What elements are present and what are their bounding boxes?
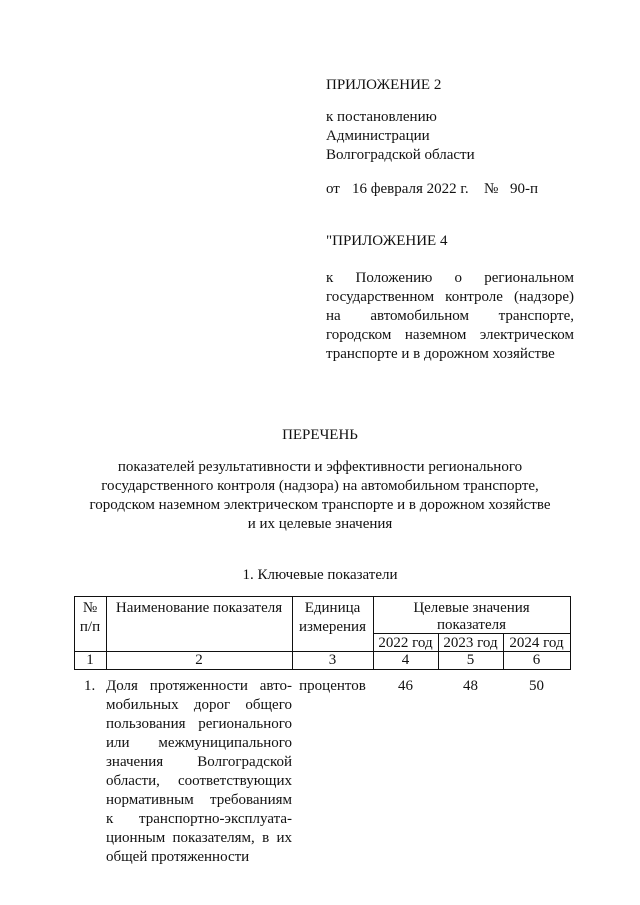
region-name: Волгоградской области bbox=[326, 147, 475, 163]
indicator-name-line: к транспортно-эксплуата- bbox=[106, 811, 292, 827]
indicator-name-line: Доля протяженности авто- bbox=[106, 678, 292, 694]
number-sign: № bbox=[484, 181, 499, 197]
header-name: Наименование показателя bbox=[115, 600, 283, 616]
section-title: 1. Ключевые показатели bbox=[242, 567, 398, 583]
indicator-name-line: ционным показателям, в их bbox=[106, 830, 292, 846]
subtitle-line: и их целевые значения bbox=[247, 516, 393, 532]
indicator-name bbox=[106, 677, 292, 867]
to-resolution: к постановлению bbox=[326, 109, 437, 125]
appendix4-line: транспорте и в дорожном хозяйстве bbox=[326, 346, 555, 362]
header-year-2022: 2022 год bbox=[378, 635, 433, 651]
header-num-line2: п/п bbox=[79, 619, 101, 635]
value-2024: 50 bbox=[529, 678, 544, 694]
appendix4-line: городском наземном электрическом bbox=[326, 327, 574, 343]
column-number: 1 bbox=[86, 652, 94, 668]
indicator-name-line: мобильных дорог общего bbox=[106, 697, 292, 713]
indicator-name-line: нормативным требованиям bbox=[106, 792, 292, 808]
subtitle-line: государственного контроля (надзора) на автомобильном транспорте, bbox=[101, 478, 539, 494]
column-number: 4 bbox=[401, 652, 410, 668]
appendix4-line: на автомобильном транспорте, bbox=[326, 308, 574, 324]
row-number: 1. bbox=[84, 678, 96, 694]
header-unit-line1: Единица bbox=[304, 600, 361, 616]
value-2023: 48 bbox=[463, 678, 478, 694]
appendix4-title: "ПРИЛОЖЕНИЕ 4 bbox=[326, 233, 448, 249]
resolution-number: 90-п bbox=[510, 181, 539, 197]
header-target-line1: Целевые значения bbox=[413, 600, 530, 616]
indicator-name-line: или межмуниципального bbox=[106, 735, 292, 751]
header-num bbox=[74, 599, 106, 637]
appendix-title: ПРИЛОЖЕНИЕ 2 bbox=[326, 77, 442, 93]
unit-value: процентов bbox=[299, 678, 366, 694]
indicator-name-line: значения Волгоградской bbox=[106, 754, 292, 770]
appendix4-line: государственном контроле (надзоре) bbox=[326, 289, 574, 305]
table-line bbox=[74, 596, 571, 597]
value-2022: 46 bbox=[398, 678, 413, 694]
indicator-name-line: пользования регионального bbox=[106, 716, 292, 732]
header-unit-line2: измерения bbox=[298, 619, 366, 635]
date-prefix: от bbox=[326, 181, 340, 197]
header-unit bbox=[292, 599, 373, 637]
indicator-name-line: области, соответствующих bbox=[106, 773, 292, 789]
appendix4-line: к Положению о региональном bbox=[326, 270, 574, 286]
administration: Администрации bbox=[326, 128, 430, 144]
appendix4-description bbox=[326, 269, 574, 364]
indicator-name-line: общей протяженности bbox=[106, 849, 250, 865]
resolution-date: 16 февраля 2022 г. bbox=[352, 181, 469, 197]
column-number: 2 bbox=[195, 652, 203, 668]
column-number: 6 bbox=[532, 652, 541, 668]
header-num-line1: № bbox=[82, 600, 98, 616]
document-title: ПЕРЕЧЕНЬ bbox=[282, 427, 358, 443]
column-number: 3 bbox=[328, 652, 337, 668]
table-line bbox=[570, 596, 571, 670]
header-year-2024: 2024 год bbox=[509, 635, 564, 651]
header-target-line2: показателя bbox=[436, 617, 507, 633]
subtitle-line: городском наземном электрическом транспорте и в дорожном хозяйстве bbox=[89, 497, 551, 513]
header-year-2023: 2023 год bbox=[443, 635, 498, 651]
header-target bbox=[373, 599, 570, 635]
subtitle-line: показателей результативности и эффективности регионального bbox=[117, 459, 523, 475]
column-number: 5 bbox=[466, 652, 475, 668]
